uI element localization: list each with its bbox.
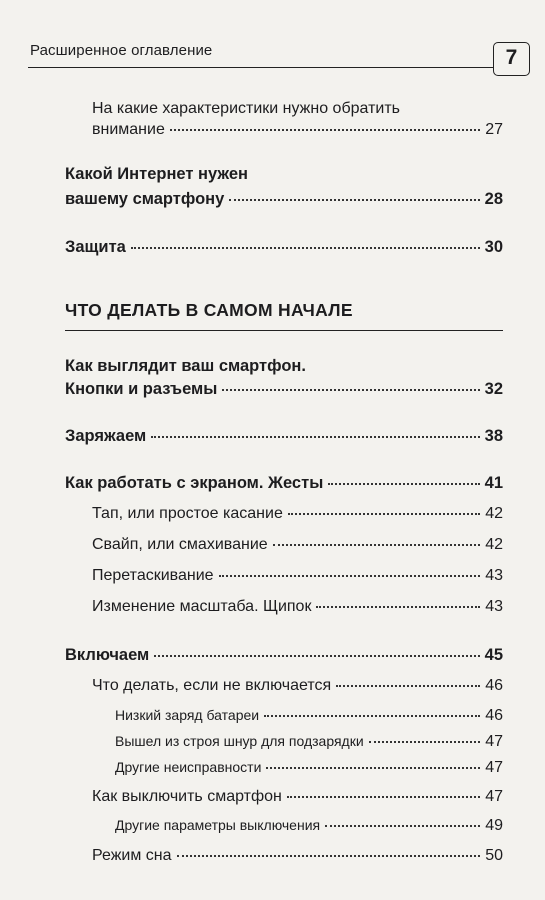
toc-entry[interactable]	[92, 598, 503, 616]
toc-page-number: 41	[484, 474, 503, 492]
toc-entry-title: Низкий заряд батареи	[115, 707, 260, 723]
toc-entry[interactable]	[65, 380, 503, 399]
toc-entry-line1: На какие характеристики нужно обратить	[92, 100, 400, 117]
toc-entry-title: Как работать с экраном. Жесты	[65, 474, 324, 492]
dot-leader	[336, 684, 480, 687]
page-number-badge: 7	[493, 42, 530, 76]
dot-leader	[170, 128, 480, 131]
toc-entry-title: Другие параметры выключения	[115, 817, 321, 833]
toc-page-number: 32	[484, 380, 503, 398]
header-rule	[28, 67, 493, 68]
toc-entry-title: Перетаскивание	[92, 567, 214, 584]
toc-entry[interactable]	[115, 759, 503, 777]
toc-page-number: 46	[485, 707, 503, 724]
toc-entry[interactable]	[65, 427, 503, 446]
dot-leader	[287, 795, 480, 798]
toc-entry[interactable]	[65, 474, 503, 493]
dot-leader	[264, 714, 480, 717]
dot-leader	[131, 246, 480, 249]
dot-leader	[266, 766, 480, 769]
toc-entry-title: Что делать, если не включается	[92, 677, 332, 694]
toc-entry-title: Другие неисправности	[115, 759, 262, 775]
toc-entry-title: вашему смартфону	[65, 190, 225, 208]
dot-leader	[316, 605, 480, 608]
toc-entry-title: Свайп, или смахивание	[92, 536, 268, 553]
toc-entry[interactable]	[65, 190, 503, 209]
toc-entry[interactable]	[92, 567, 503, 585]
dot-leader	[229, 198, 479, 201]
toc-page-number: 46	[485, 677, 503, 694]
toc-entry[interactable]	[65, 646, 503, 665]
toc-entry-title: Включаем	[65, 646, 150, 664]
toc-entry-title: Вышел из строя шнур для подзарядки	[115, 733, 364, 749]
toc-entry-line1: Какой Интернет нужен	[65, 165, 249, 183]
toc-page-number: 47	[485, 759, 503, 776]
toc-page-number: 28	[484, 190, 503, 208]
toc-entry[interactable]	[65, 238, 503, 257]
dot-leader	[151, 435, 479, 438]
toc-entry[interactable]	[92, 505, 503, 523]
toc-entry[interactable]	[92, 788, 503, 806]
toc-page-number: 50	[485, 847, 503, 864]
toc-page-number: 47	[485, 788, 503, 805]
toc-entry[interactable]	[115, 733, 503, 751]
toc-page-number: 30	[484, 238, 503, 256]
toc-page-number: 42	[485, 505, 503, 522]
section-heading: ЧТО ДЕЛАТЬ В САМОМ НАЧАЛЕ	[65, 300, 353, 320]
dot-leader	[325, 824, 480, 827]
toc-entry-title: Заряжаем	[65, 427, 147, 445]
toc-page-number: 27	[485, 121, 503, 138]
dot-leader	[177, 854, 481, 857]
toc-entry-title: Режим сна	[92, 847, 172, 864]
dot-leader	[273, 543, 481, 546]
toc-entry[interactable]	[92, 536, 503, 554]
toc-entry-line1: Как выглядит ваш смартфон.	[65, 357, 306, 375]
toc-entry[interactable]	[115, 817, 503, 835]
toc-entry[interactable]	[92, 677, 503, 695]
toc-page-number: 42	[485, 536, 503, 553]
toc-page-number: 47	[485, 733, 503, 750]
toc-entry[interactable]	[92, 847, 503, 865]
dot-leader	[328, 482, 479, 485]
toc-entry-title: Защита	[65, 238, 126, 256]
page-header	[0, 0, 545, 80]
toc-page-number: 45	[484, 646, 503, 664]
toc-entry[interactable]	[92, 121, 503, 139]
dot-leader	[369, 740, 481, 743]
dot-leader	[219, 574, 481, 577]
toc-entry-title: внимание	[92, 121, 165, 138]
dot-leader	[222, 388, 479, 391]
dot-leader	[288, 512, 480, 515]
toc-entry-title: Изменение масштаба. Щипок	[92, 598, 312, 615]
running-header-title: Расширенное оглавление	[30, 42, 213, 59]
toc-page-number: 49	[485, 817, 503, 834]
toc-page-number: 43	[485, 567, 503, 584]
toc-entry-title: Как выключить смартфон	[92, 788, 282, 805]
section-rule	[65, 330, 503, 331]
toc-page-number: 43	[485, 598, 503, 615]
dot-leader	[154, 654, 479, 657]
toc-entry[interactable]	[115, 707, 503, 725]
toc-entry-title: Тап, или простое касание	[92, 505, 283, 522]
toc-entry-title: Кнопки и разъемы	[65, 380, 218, 398]
toc-page-number: 38	[484, 427, 503, 445]
